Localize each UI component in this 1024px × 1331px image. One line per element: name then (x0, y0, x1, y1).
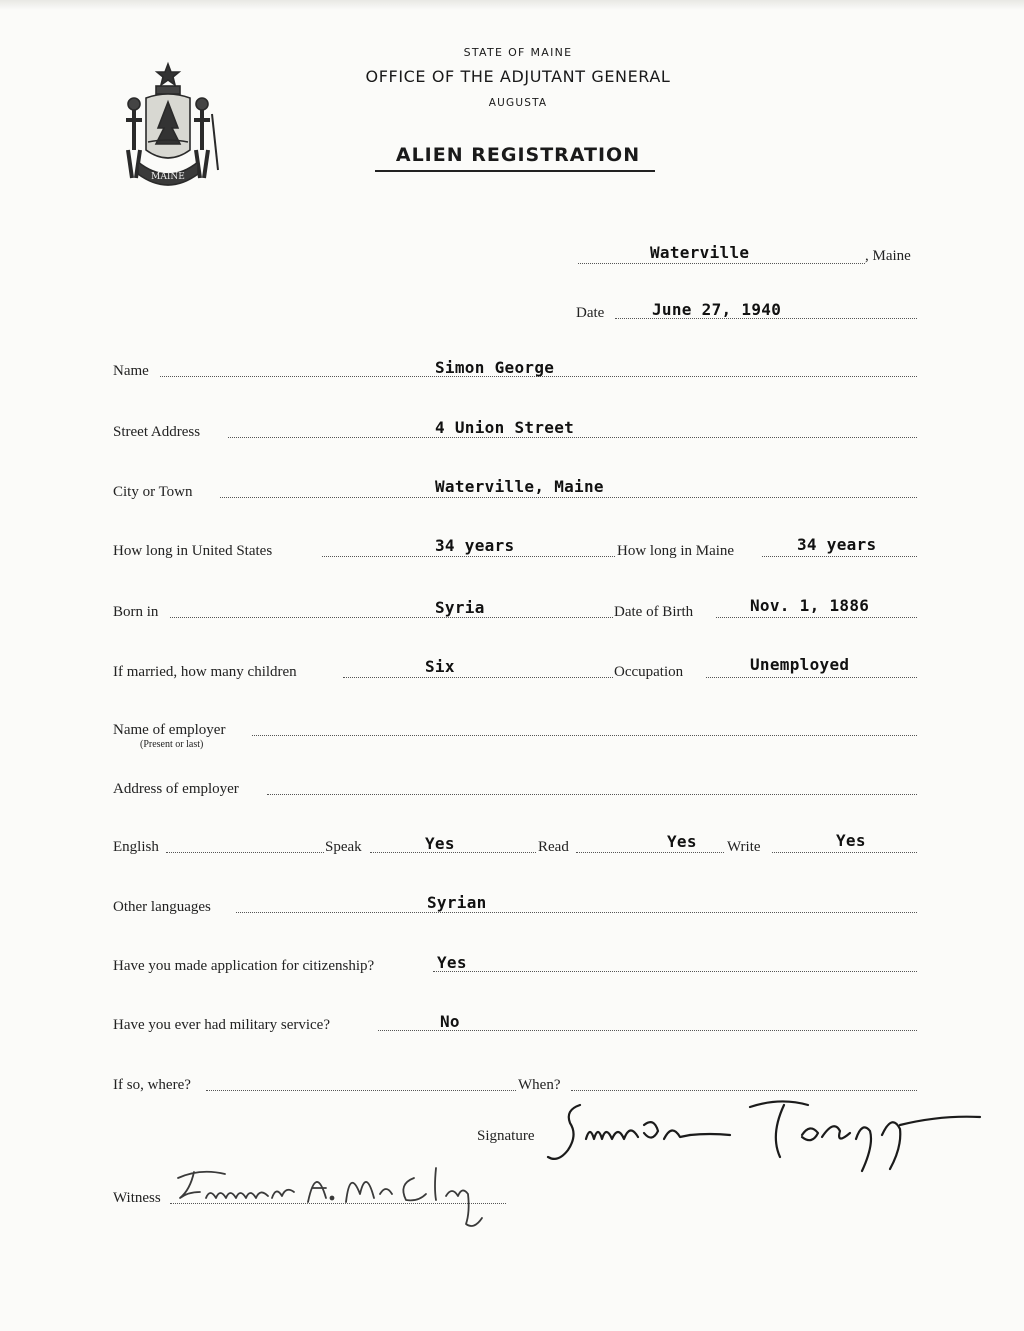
location-line (578, 263, 865, 264)
employer-address-line (267, 794, 917, 795)
date-label: Date (576, 305, 605, 321)
maine-time-value: 34 years (797, 535, 877, 554)
other-languages-line (236, 912, 917, 913)
witness-label: Witness (113, 1190, 161, 1206)
street-label: Street Address (113, 424, 201, 440)
military-value: No (440, 1012, 460, 1031)
signature-handwriting (540, 1095, 1000, 1175)
city-heading: AUGUSTA (488, 97, 548, 109)
maine-time-label: How long in Maine (617, 543, 735, 559)
speak-label: Speak (325, 839, 362, 855)
occupation-label: Occupation (614, 664, 684, 680)
employer-label: Name of employer (113, 722, 226, 738)
read-line (576, 852, 724, 853)
occupation-line (706, 677, 917, 678)
employer-address-label: Address of employer (113, 781, 239, 797)
us-time-value: 34 years (435, 536, 515, 555)
us-time-line (322, 556, 615, 557)
city-label: City or Town (113, 484, 193, 500)
location-suffix: , Maine (865, 248, 911, 264)
born-value: Syria (435, 598, 485, 617)
maine-time-line (762, 556, 917, 557)
street-line (228, 437, 917, 438)
when-label: When? (518, 1077, 561, 1093)
employer-line (252, 735, 917, 736)
military-label: Have you ever had military service? (113, 1017, 330, 1033)
location-value: Waterville (650, 243, 750, 262)
title-underline (375, 170, 655, 172)
signature-label: Signature (477, 1128, 535, 1144)
write-line (772, 852, 917, 853)
city-value: Waterville, Maine (435, 477, 604, 496)
us-time-label: How long in United States (113, 543, 273, 559)
children-value: Six (425, 657, 455, 676)
born-line (170, 617, 613, 618)
date-value: June 27, 1940 (652, 300, 782, 319)
where-label: If so, where? (113, 1077, 191, 1093)
dob-label: Date of Birth (614, 604, 694, 620)
write-label: Write (727, 839, 761, 855)
name-label: Name (113, 363, 149, 379)
scan-edge (0, 0, 1024, 10)
citizenship-value: Yes (437, 953, 467, 972)
dob-value: Nov. 1, 1886 (750, 596, 870, 615)
other-languages-label: Other languages (113, 899, 211, 915)
citizenship-label: Have you made application for citizenship? (113, 958, 375, 974)
children-label: If married, how many children (113, 664, 297, 680)
read-label: Read (538, 839, 569, 855)
english-line (166, 852, 324, 853)
where-line (206, 1090, 516, 1091)
dob-line (716, 617, 917, 618)
children-line (343, 677, 613, 678)
speak-value: Yes (425, 834, 455, 853)
write-value: Yes (836, 831, 866, 850)
name-value: Simon George (435, 358, 555, 377)
street-value: 4 Union Street (435, 418, 575, 437)
employer-sublabel: (Present or last) (140, 739, 204, 750)
english-label: English (113, 839, 159, 855)
other-languages-value: Syrian (427, 893, 487, 912)
city-line (220, 497, 917, 498)
citizenship-line (433, 971, 917, 972)
seal-text: MAINE (151, 172, 185, 182)
form-title: ALIEN REGISTRATION (395, 144, 641, 166)
when-line (571, 1090, 917, 1091)
occupation-value: Unemployed (750, 655, 850, 674)
maine-seal-icon (112, 58, 224, 188)
office-heading: OFFICE OF THE ADJUTANT GENERAL (365, 67, 671, 86)
read-value: Yes (667, 832, 697, 851)
state-heading: STATE OF MAINE (463, 46, 573, 59)
born-label: Born in (113, 604, 159, 620)
witness-handwriting (170, 1158, 510, 1234)
